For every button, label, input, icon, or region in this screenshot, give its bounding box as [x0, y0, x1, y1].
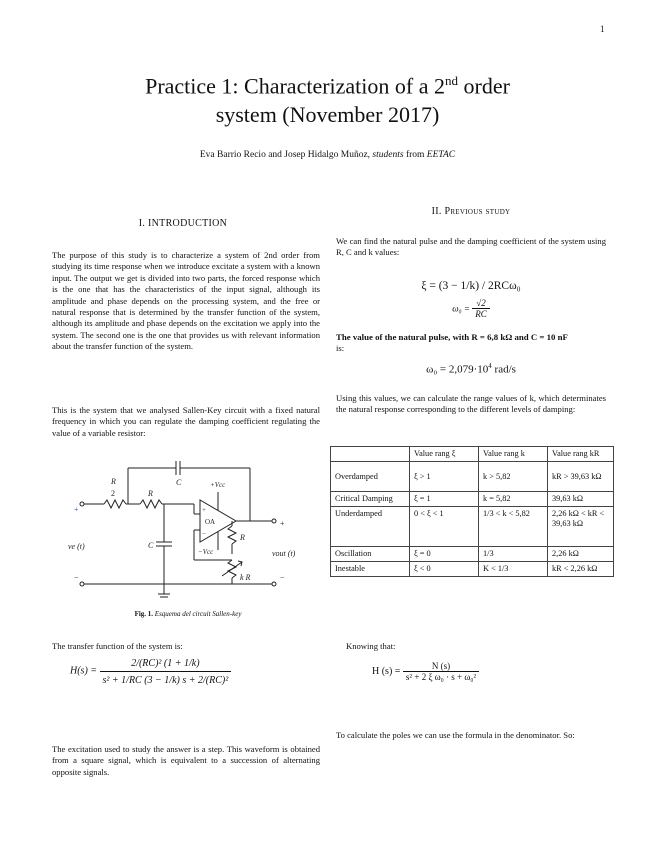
table-cell: Oscillation [331, 547, 410, 562]
page-number: 1 [600, 24, 605, 34]
transfer-paragraph: The transfer function of the system is: [52, 641, 183, 651]
paper-title [60, 66, 595, 129]
table-header-row [331, 447, 614, 462]
label-r: R [148, 489, 153, 498]
label-r-half-r: R [111, 477, 116, 486]
resistor-r-feedback [228, 526, 236, 544]
table-cell: k = 5,82 [479, 492, 548, 507]
natural-pulse-fraction: $\frac{√2}{RC}$ [472, 298, 490, 319]
natural-pulse-value-line: The value of the natural pulse, with R = 6,8 kΩ and C = 10 nF is: [336, 332, 568, 353]
label-vcc-neg: −Vcc [198, 548, 214, 556]
label-r-right: R [240, 533, 245, 542]
resistor-r-half [104, 500, 126, 508]
table-cell: 1/3 < k < 5,82 [479, 507, 548, 547]
transfer-function-equation: H(s) = $\frac{\text{2/(RC)² (1 + 1/k)}}{\text{s² + 1/RC (3 − 1/k) s + 2/(RC)²}}$ [70, 656, 231, 686]
table-row [331, 462, 614, 492]
label-minus-left: − [74, 573, 79, 582]
table-row [331, 562, 614, 577]
table-cell: Critical Damping [331, 492, 410, 507]
introduction-paragraph: The purpose of this study is to characterize a system of 2nd order from studying its time response when we introduce excitate a system with a known input. The output we get is divided into two parts, the forced response which is the one that has the characteristics of the input signal, although its amplitude and phase depends on the processing system, and the free or natural response that is determined by the transfer function of the system, although its amplitude and phase depends on the excitation we apply into the system. The second one is the one that provides us with relevant information about the transfer function of the system. [52, 250, 320, 352]
section-heading-previous-study: II. Previous study [431, 206, 511, 217]
label-opamp-minus: − [202, 530, 206, 538]
table-cell: 2,26 kΩ [548, 547, 614, 562]
range-paragraph: Using this values, we can calculate the range values of k, which determinates the natural response corresponding to the different levels of damping: [336, 393, 606, 415]
knowing-that-label: Knowing that: [346, 641, 396, 651]
label-plus-left: + [74, 505, 79, 514]
poles-paragraph: To calculate the poles we can use the formula in the denominator. So: [336, 730, 575, 740]
section-heading-introduction: I. INTRODUCTION [138, 218, 228, 229]
author-line: Eva Barrio Recio and Josep Hidalgo Muñoz, students from EETAC [199, 150, 456, 160]
label-kr: k R [240, 573, 251, 582]
table-header-cell: Value rang k [479, 447, 548, 462]
label-vout: vout (t) [272, 549, 296, 558]
input-terminal-bottom [80, 582, 84, 586]
table-cell: Overdamped [331, 462, 410, 492]
table-header-cell [331, 447, 410, 462]
damping-coefficient-equation: ξ = (3 − 1/k) / 2RCω₀ [421, 280, 521, 292]
table-cell: 0 < ξ < 1 [410, 507, 479, 547]
table-cell: kR < 2,26 kΩ [548, 562, 614, 577]
table-cell: Underdamped [331, 507, 410, 547]
table-row [331, 547, 614, 562]
label-oa: OA [205, 518, 216, 526]
title-line-1: Practice 1: Characterization of a 2nd order [145, 73, 510, 99]
output-terminal-top [272, 519, 276, 523]
table-header-cell: Value rang ξ [410, 447, 479, 462]
table-cell: ξ = 0 [410, 547, 479, 562]
table-cell: ξ < 0 [410, 562, 479, 577]
label-vin: ve (t) [68, 542, 85, 551]
system-paragraph: This is the system that we analysed Sallen-Key circuit with a fixed natural frequency in which you can regulate the damping coefficient regulating the value of a variable resistor: [52, 405, 320, 438]
label-opamp-plus: + [202, 506, 206, 514]
table-cell: 2,26 kΩ < kR < 39,63 kΩ [548, 507, 614, 547]
label-c-mid: C [148, 541, 154, 550]
natural-pulse-equation: ω₀ = $\frac{√2}{RC}$ [336, 298, 606, 319]
table-cell: 39,63 kΩ [548, 492, 614, 507]
excitation-paragraph: The excitation used to study the answer is a step. This waveform is obtained from a square signal, which is equivalent to a succession of alternating opposite signals. [52, 744, 320, 777]
label-minus-right: − [280, 573, 285, 582]
output-terminal-bottom [272, 582, 276, 586]
label-c-top: C [176, 478, 182, 487]
table-cell: kR > 39,63 kΩ [548, 462, 614, 492]
table-cell: K < 1/3 [479, 562, 548, 577]
input-terminal-top [80, 502, 84, 506]
figure-caption: Fig. 1. Esquema del circuit Sallen-key [134, 610, 242, 618]
label-r-half-two: 2 [111, 489, 115, 498]
table-header-cell: Value rang kR [548, 447, 614, 462]
label-vcc-pos: +Vcc [210, 481, 226, 489]
transfer-function-fraction: $\frac{\text{2/(RC)² (1 + 1/k)}}{\text{s² + 1/RC (3 − 1/k) s + 2/(RC)²}}$ [100, 656, 232, 686]
natural-pulse-value-equation: $\omega_0 = 2,079\cdot 10^4$ rad/s [426, 362, 516, 376]
characteristic-fraction: $\frac{N (s)}{\text{s² + 2 ξ ω₀ · s + ω₀²}}$ [403, 661, 479, 682]
table-row [331, 507, 614, 547]
table-cell: ξ > 1 [410, 462, 479, 492]
table-cell: 1/3 [479, 547, 548, 562]
table-cell: k > 5,82 [479, 462, 548, 492]
label-plus-right: + [280, 519, 285, 528]
characteristic-equation: H (s) = $\frac{N (s)}{\text{s² + 2 ξ ω₀ · s + ω₀²}}$ [372, 661, 479, 682]
table-row [331, 492, 614, 507]
damping-range-table [330, 446, 614, 577]
sallen-key-circuit-diagram [68, 456, 308, 606]
resistor-r [140, 500, 162, 508]
title-line-2: system (November 2017) [215, 102, 440, 128]
table-cell: ξ = 1 [410, 492, 479, 507]
previous-study-paragraph: We can find the natural pulse and the damping coefficient of the system using R, C and k values: [336, 236, 606, 258]
table-cell: Inestable [331, 562, 410, 577]
